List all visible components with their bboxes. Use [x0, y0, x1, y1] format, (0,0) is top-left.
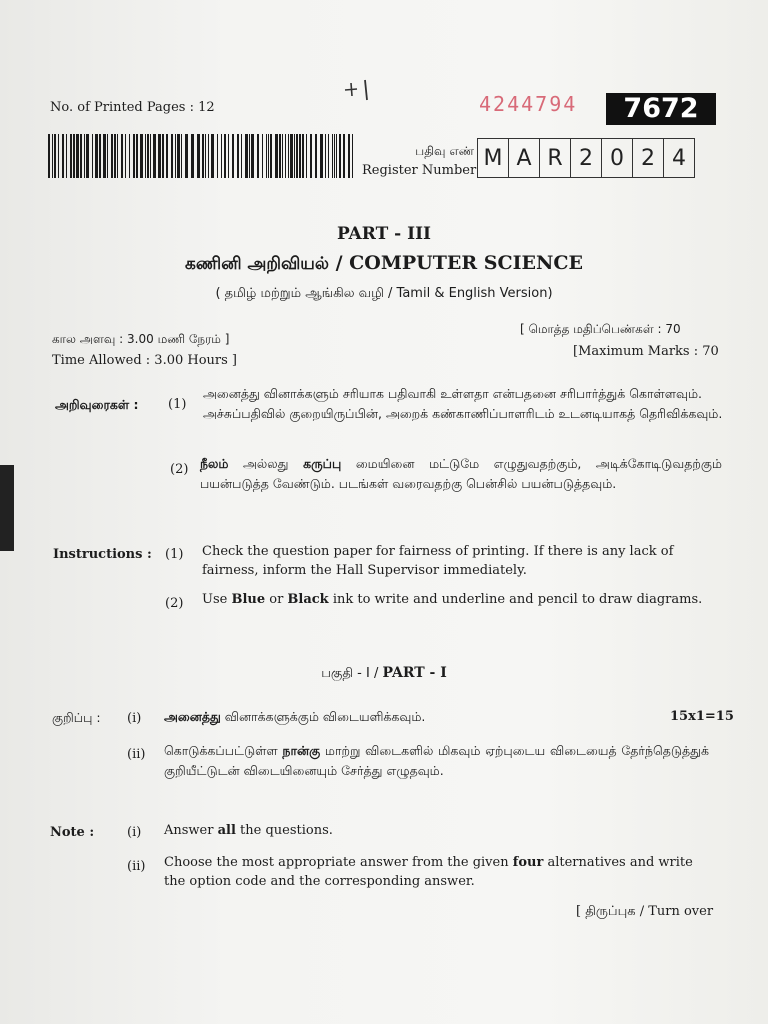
subject-title-english: COMPUTER SCIENCE	[349, 252, 583, 274]
register-char-box: R	[540, 139, 571, 177]
barcode	[48, 134, 356, 178]
time-allowed-tamil: கால அளவு : 3.00 மணி நேரம் ]	[52, 332, 230, 346]
blue-word-tamil: நீலம்	[200, 456, 229, 471]
handwritten-mark	[343, 74, 375, 104]
note-english-2	[164, 853, 704, 891]
text-fragment: Use	[202, 592, 232, 607]
instruction-number: (1)	[168, 397, 187, 412]
instructions-english-label: Instructions :	[53, 547, 152, 562]
text-fragment: the questions.	[235, 823, 333, 838]
instruction-english-2	[202, 590, 727, 609]
text-fragment: மையினை மட்டுமே எழுதுவதற்கும், அடிக்கோடிடுவதற்கும் பயன்படுத்த வேண்டும். படங்கள் வரைவதற்கு பென்சில் பயன்படுத்தவும்.	[200, 456, 722, 491]
part-heading: PART - III	[337, 224, 431, 244]
note-tamil-1	[164, 707, 425, 727]
register-label-english: Register Number	[362, 163, 477, 178]
note-english-1	[164, 821, 333, 840]
four-word-tamil: நான்கு	[282, 743, 321, 758]
register-char-box: A	[509, 139, 540, 177]
section-heading-tamil: பகுதி - I /	[321, 666, 383, 681]
turn-over-note: [ திருப்புக / Turn over	[576, 904, 714, 919]
black-word: Black	[287, 592, 329, 607]
instruction-number: (2)	[170, 462, 189, 477]
note-number: (i)	[127, 825, 142, 840]
time-allowed-english: Time Allowed : 3.00 Hours ]	[52, 353, 238, 368]
all-word: all	[217, 823, 236, 838]
text-fragment: மாற்று விடைகளில் மிகவும் ஏற்புடைய விடையைத் தேர்ந்தெடுத்துக் குறியீட்டுடன் விடையினையும் சேர்த்து எழுதவும்.	[164, 743, 709, 778]
blue-word: Blue	[231, 592, 266, 607]
instruction-number: (1)	[165, 547, 184, 562]
four-word: four	[512, 855, 544, 870]
register-char-box: 2	[633, 139, 664, 177]
text-fragment: வினாக்களுக்கும் விடையளிக்கவும்.	[220, 709, 426, 724]
subject-title	[0, 252, 768, 276]
note-tamil-label: குறிப்பு :	[52, 710, 101, 725]
text-fragment: Choose the most appropriate answer from the given	[164, 855, 513, 870]
all-word-tamil: அனைத்து	[164, 709, 221, 724]
version-line: ( தமிழ் மற்றும் ஆங்கில வழி / Tamil & English Version)	[215, 286, 553, 301]
register-char-box: M	[478, 139, 509, 177]
note-number: (ii)	[127, 859, 146, 874]
max-marks-english: [Maximum Marks : 70	[573, 344, 719, 359]
text-fragment: Answer	[164, 823, 218, 838]
note-number: (i)	[127, 711, 142, 726]
note-english-label: Note :	[50, 825, 95, 840]
paper-code: 7672	[606, 93, 716, 125]
register-char-box: 4	[672, 145, 686, 171]
instruction-english-1: Check the question paper for fairness of printing. If there is any lack of fairness, inform the Hall Supervisor immediately.	[202, 544, 674, 578]
text-fragment: ink to write and underline and pencil to draw diagrams.	[328, 592, 703, 607]
instructions-tamil-label: அறிவுரைகள் :	[55, 397, 139, 412]
section-heading	[0, 665, 768, 682]
text-fragment: அல்லது	[228, 456, 304, 471]
register-number-boxes	[477, 138, 695, 178]
black-word-tamil: கருப்பு	[303, 456, 342, 471]
max-marks-tamil: [ மொத்த மதிப்பெண்கள் : 70	[520, 322, 681, 336]
page-edge-shadow	[0, 465, 14, 551]
subject-title-tamil: கணினி அறிவியல்	[185, 254, 329, 274]
register-char-box: 0	[602, 139, 633, 177]
text-fragment: or	[265, 592, 288, 607]
text-fragment: alternatives and write the option code and the corresponding answer.	[164, 855, 693, 889]
instruction-number: (2)	[165, 596, 184, 611]
printed-pages-count: No. of Printed Pages : 12	[50, 100, 215, 115]
register-char-box: 2	[571, 139, 602, 177]
register-label-tamil: பதிவு எண்	[415, 144, 474, 158]
instruction-tamil-1: அனைத்து வினாக்களும் சரியாக பதிவாகி உள்ளதா என்பதனை சரிபார்த்துக் கொள்ளவும். அச்சுப்பதிவில் குறையிருப்பின், அறைக் கண்காணிப்பாளரிடம் உடனடியாகத் தெரிவிக்கவும்.	[203, 386, 723, 421]
note-tamil-2	[164, 741, 709, 781]
text-fragment: கொடுக்கப்பட்டுள்ள	[164, 743, 283, 758]
section-heading-english: PART - I	[382, 665, 447, 681]
note-number: (ii)	[127, 747, 146, 762]
marks-formula: 15x1=15	[670, 709, 734, 724]
subject-separator: /	[329, 252, 350, 274]
register-number-label	[362, 142, 477, 180]
serial-number: 4244794	[479, 92, 578, 116]
instruction-tamil-2	[200, 454, 722, 494]
